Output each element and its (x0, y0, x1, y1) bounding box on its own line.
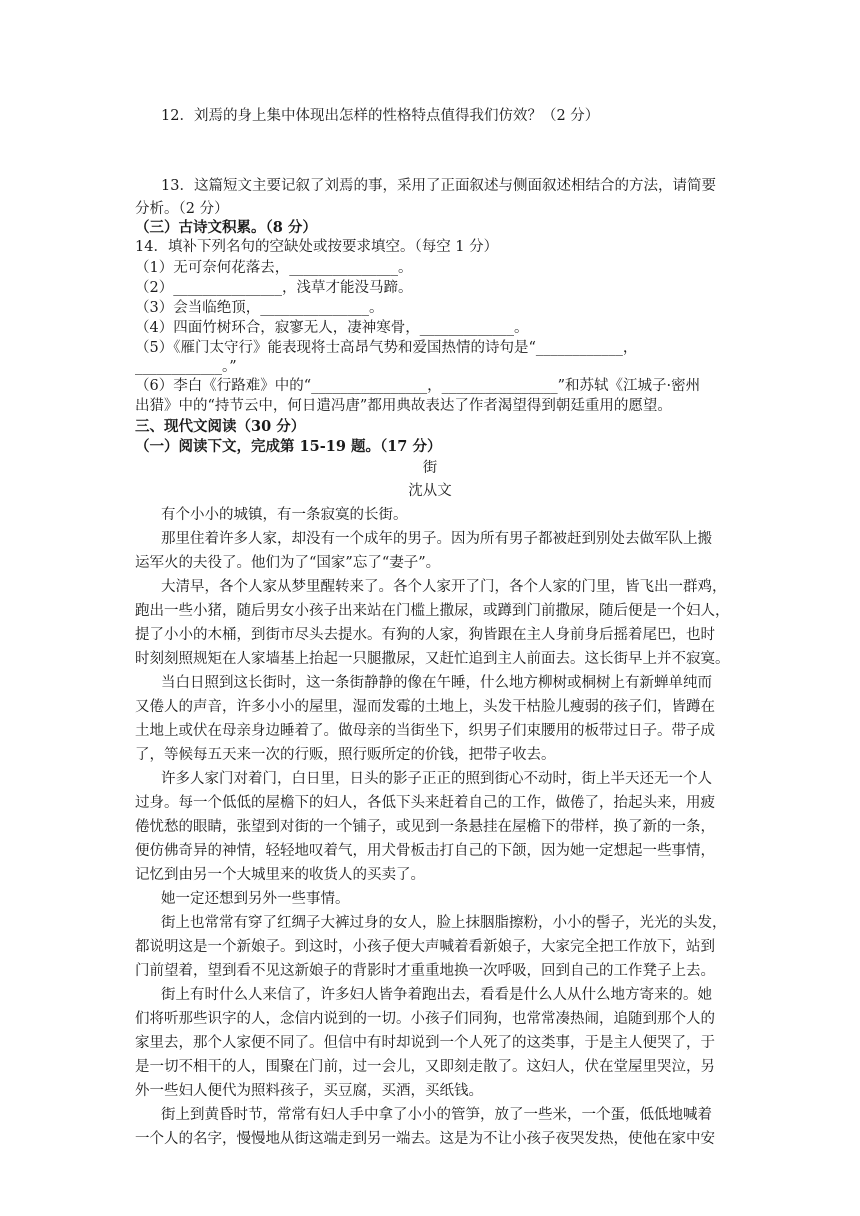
article-line: 是一切不相干的人，围聚在门前，过一会儿，又即刻走散了。这妇人，伏在堂屋里哭泣，另 (135, 1059, 715, 1075)
question-14-item: ____________。” (135, 359, 237, 375)
article-line: 都说明这是一个新娘子。到这时，小孩子便大声喊着看新娘子，大家完全把工作放下，站到 (135, 939, 715, 955)
article-line: 倦忧愁的眼睛，张望到对街的一个铺子，或见到一条悬挂在屋檐下的带样，换了新的一条， (135, 819, 715, 835)
article-line: 一个人的名字，慢慢地从街这端走到另一端去。这是为不让小孩子夜哭发热，使他在家中安 (135, 1131, 715, 1147)
article-line: 了，等候每五天来一次的行贩，照行贩所定的价钱，把带子收去。 (135, 747, 556, 763)
article-line: 那里住着许多人家，却没有一个成年的男子。因为所有男子都被赶到别处去做军队上搬 (161, 531, 712, 547)
section-heading-ancient-poetry: （三）古诗文积累。（8 分） (135, 219, 317, 236)
article-line: 街上也常常有穿了红绸子大裤过身的女人，脸上抹胭脂擦粉，小小的髻子，光光的头发， (161, 915, 727, 931)
question-14-item: （1）无可奈何花落去，_______________。 (135, 260, 413, 276)
article-line: 外一些妇人便代为照料孩子，买豆腐，买酒，买纸钱。 (135, 1083, 483, 1099)
article-line: 她一定还想到另外一些事情。 (161, 891, 350, 907)
article-line: 跑出一些小猪，随后男女小孩子出来站在门槛上撒尿，或蹲到门前撒尿，随后便是一个妇人， (135, 603, 730, 619)
article-line: 大清早，各个人家从梦里醒转来了。各个人家开了门，各个人家的门里，皆飞出一群鸡， (161, 579, 727, 595)
question-13-line2: 分析。（2 分） (135, 201, 229, 217)
question-14-item: （2）_______________，浅草才能没马蹄。 (135, 280, 413, 296)
article-line: 便仿佛奇异的神情，轻轻地叹着气，用犬骨板击打自己的下颌，因为她一定想起一些事情， (135, 843, 715, 859)
article-author: 沈从文 (408, 483, 452, 499)
question-14-title: 14．填补下列名句的空缺处或按要求填空。（每空 1 分） (135, 239, 499, 255)
article-line: 记忆到由另一个大城里来的收货人的买卖了。 (135, 867, 425, 883)
question-14-item: （5）《雁门太守行》能表现将士高昂气势和爱国热情的诗句是“____________， (135, 340, 638, 356)
question-14-item: （6）李白《行路难》中的“________________，________________”和苏轼《江城子·密州 (135, 378, 701, 394)
article-line: 家里去，那个人家便不同了。但信中有时却说到一个人死了的这类事，于是主人便哭了，于 (135, 1035, 715, 1051)
article-line: 有个小小的城镇，有一条寂寞的长街。 (161, 507, 408, 523)
article-line: 过身。每一个低低的屋檐下的妇人，各低下头来赶着自己的工作，做倦了，抬起头来，用疲 (135, 795, 715, 811)
article-line: 街上有时什么人来信了，许多妇人皆争着跑出去，看看是什么人从什么地方寄来的。她 (161, 987, 712, 1003)
subsection-heading: （一）阅读下文，完成第 15-19 题。（17 分） (135, 438, 442, 455)
question-14-item: 出猎》中的“持节云中，何日遣冯唐”都用典故表达了作者渴望得到朝廷重用的愿望。 (135, 398, 672, 414)
question-12: 12．刘焉的身上集中体现出怎样的性格特点值得我们仿效？（2 分） (161, 108, 600, 124)
question-14-item: （3）会当临绝顶，_______________。 (135, 300, 384, 316)
article-line: 运军火的夫役了。他们为了“国家”忘了“妻子”。 (135, 555, 441, 571)
article-line: 提了小小的木桶，到街市尽头去提水。有狗的人家，狗皆跟在主人身前身后摇着尾巴，也时 (135, 627, 715, 643)
question-13-line1: 13．这篇短文主要记叙了刘焉的事，采用了正面叙述与侧面叙述相结合的方法，请简要 (161, 178, 716, 194)
question-14-item: （4）四面竹树环合，寂寥无人，凄神寒骨，_____________。 (135, 320, 529, 336)
part-heading-modern-reading: 三、现代文阅读（30 分） (135, 418, 306, 435)
article-title: 街 (422, 460, 438, 476)
article-line: 时刻刻照规矩在人家墙基上抬起一只腿撒尿，又赶忙追到主人前面去。这长街早上并不寂寞。 (135, 651, 730, 667)
article-line: 当白日照到这长街时，这一条街静静的像在午睡，什么地方柳树或桐树上有新蝉单纯而 (161, 675, 712, 691)
article-line: 又倦人的声音，许多小小的屋里，湿而发霉的土地上，头发干枯脸儿瘦弱的孩子们，皆蹲在 (135, 699, 715, 715)
article-line: 土地上或伏在母亲身边睡着了。做母亲的当街坐下，织男子们束腰用的板带过日子。带子成 (135, 723, 715, 739)
article-line: 门前望着，望到看不见这新娘子的背影时才重重地换一次呼吸，回到自己的工作凳子上去。 (135, 963, 715, 979)
article-line: 街上到黄昏时节，常常有妇人手中拿了小小的管笋，放了一些米，一个蛋，低低地喊着 (161, 1107, 712, 1123)
article-line: 们将听那些识字的人，念信内说到的一切。小孩子们同狗，也常常凑热闹，追随到那个人的 (135, 1011, 715, 1027)
article-line: 许多人家门对着门，白日里，日头的影子正正的照到街心不动时，街上半天还无一个人 (161, 771, 712, 787)
